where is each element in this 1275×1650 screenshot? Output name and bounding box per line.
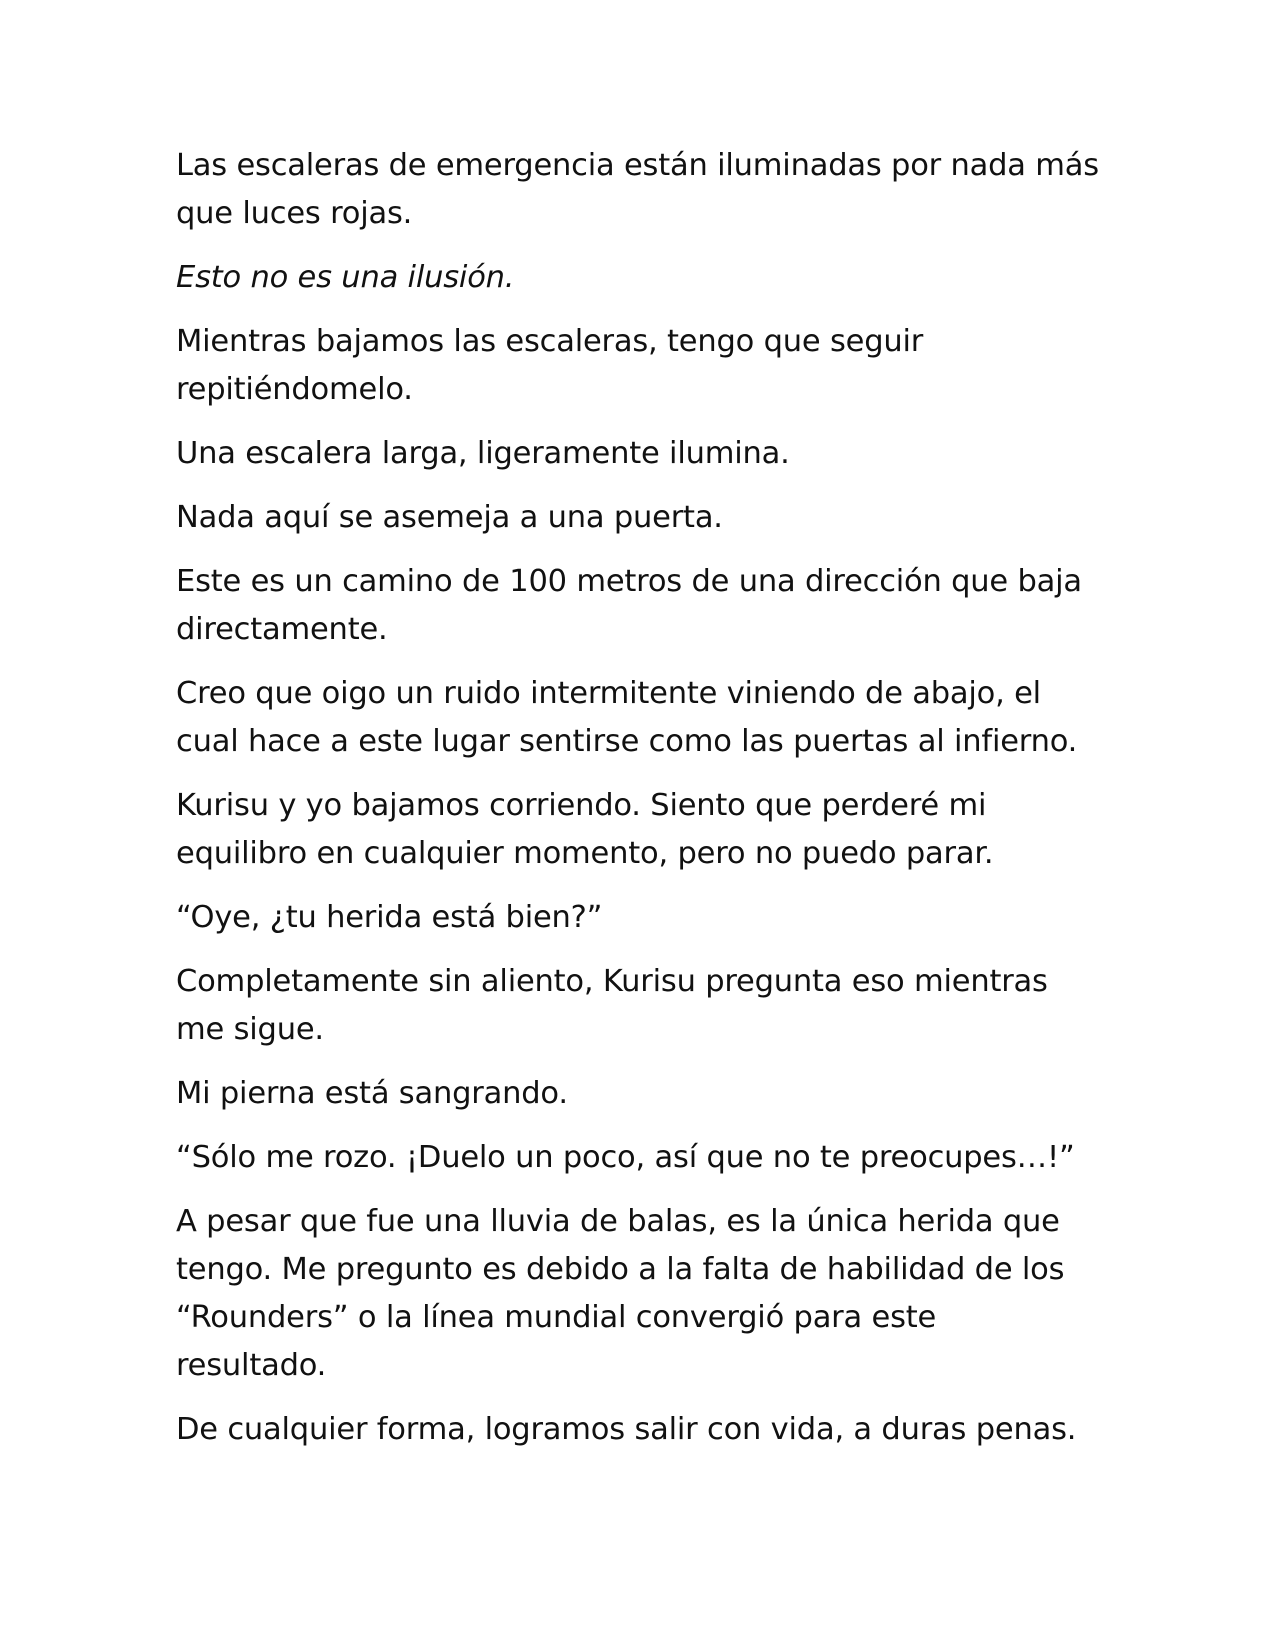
text-line: que luces rojas. bbox=[176, 196, 413, 231]
text-line: cual hace a este lugar sentirse como las puertas al infierno. bbox=[176, 724, 1078, 759]
text-line: directamente. bbox=[176, 612, 388, 647]
text-line: Nada aquí se asemeja a una puerta. bbox=[176, 500, 723, 535]
text-line: Este es un camino de 100 metros de una dirección que baja bbox=[176, 564, 1082, 599]
paragraph bbox=[176, 1406, 1096, 1454]
text-line: “Rounders” o la línea mundial convergió para este bbox=[176, 1300, 937, 1335]
paragraph bbox=[176, 1070, 1096, 1118]
text-line: Esto no es una ilusión. bbox=[176, 260, 515, 295]
text-line: Creo que oigo un ruido intermitente viniendo de abajo, el bbox=[176, 676, 1041, 711]
text-line: tengo. Me pregunto es debido a la falta de habilidad de los bbox=[176, 1252, 1065, 1287]
document-body bbox=[176, 142, 1099, 1470]
paragraph bbox=[176, 782, 1096, 878]
paragraph bbox=[176, 958, 1096, 1054]
paragraph bbox=[176, 1134, 1096, 1182]
text-line: Mi pierna está sangrando. bbox=[176, 1076, 568, 1111]
paragraph bbox=[176, 430, 1096, 478]
paragraph bbox=[176, 254, 1096, 302]
text-line: equilibro en cualquier momento, pero no puedo parar. bbox=[176, 836, 994, 871]
paragraph bbox=[176, 142, 1099, 238]
paragraph bbox=[176, 558, 1096, 654]
text-line: me sigue. bbox=[176, 1012, 324, 1047]
text-line: Las escaleras de emergencia están iluminadas por nada más bbox=[176, 148, 1099, 183]
paragraph bbox=[176, 670, 1096, 766]
paragraph bbox=[176, 494, 1096, 542]
text-line: “Sólo me rozo. ¡Duelo un poco, así que no te preocupes…!” bbox=[176, 1140, 1075, 1175]
text-line: Kurisu y yo bajamos corriendo. Siento que perderé mi bbox=[176, 788, 987, 823]
paragraph bbox=[176, 1198, 1096, 1390]
text-line: repitiéndomelo. bbox=[176, 372, 413, 407]
text-line: “Oye, ¿tu herida está bien?” bbox=[176, 900, 603, 935]
text-line: Completamente sin aliento, Kurisu pregunta eso mientras bbox=[176, 964, 1048, 999]
text-line: resultado. bbox=[176, 1348, 327, 1383]
paragraph bbox=[176, 894, 1096, 942]
text-line: Una escalera larga, ligeramente ilumina. bbox=[176, 436, 790, 471]
paragraph bbox=[176, 318, 1096, 414]
text-line: Mientras bajamos las escaleras, tengo que seguir bbox=[176, 324, 924, 359]
text-line: A pesar que fue una lluvia de balas, es la única herida que bbox=[176, 1204, 1060, 1239]
text-line: De cualquier forma, logramos salir con vida, a duras penas. bbox=[176, 1412, 1077, 1447]
